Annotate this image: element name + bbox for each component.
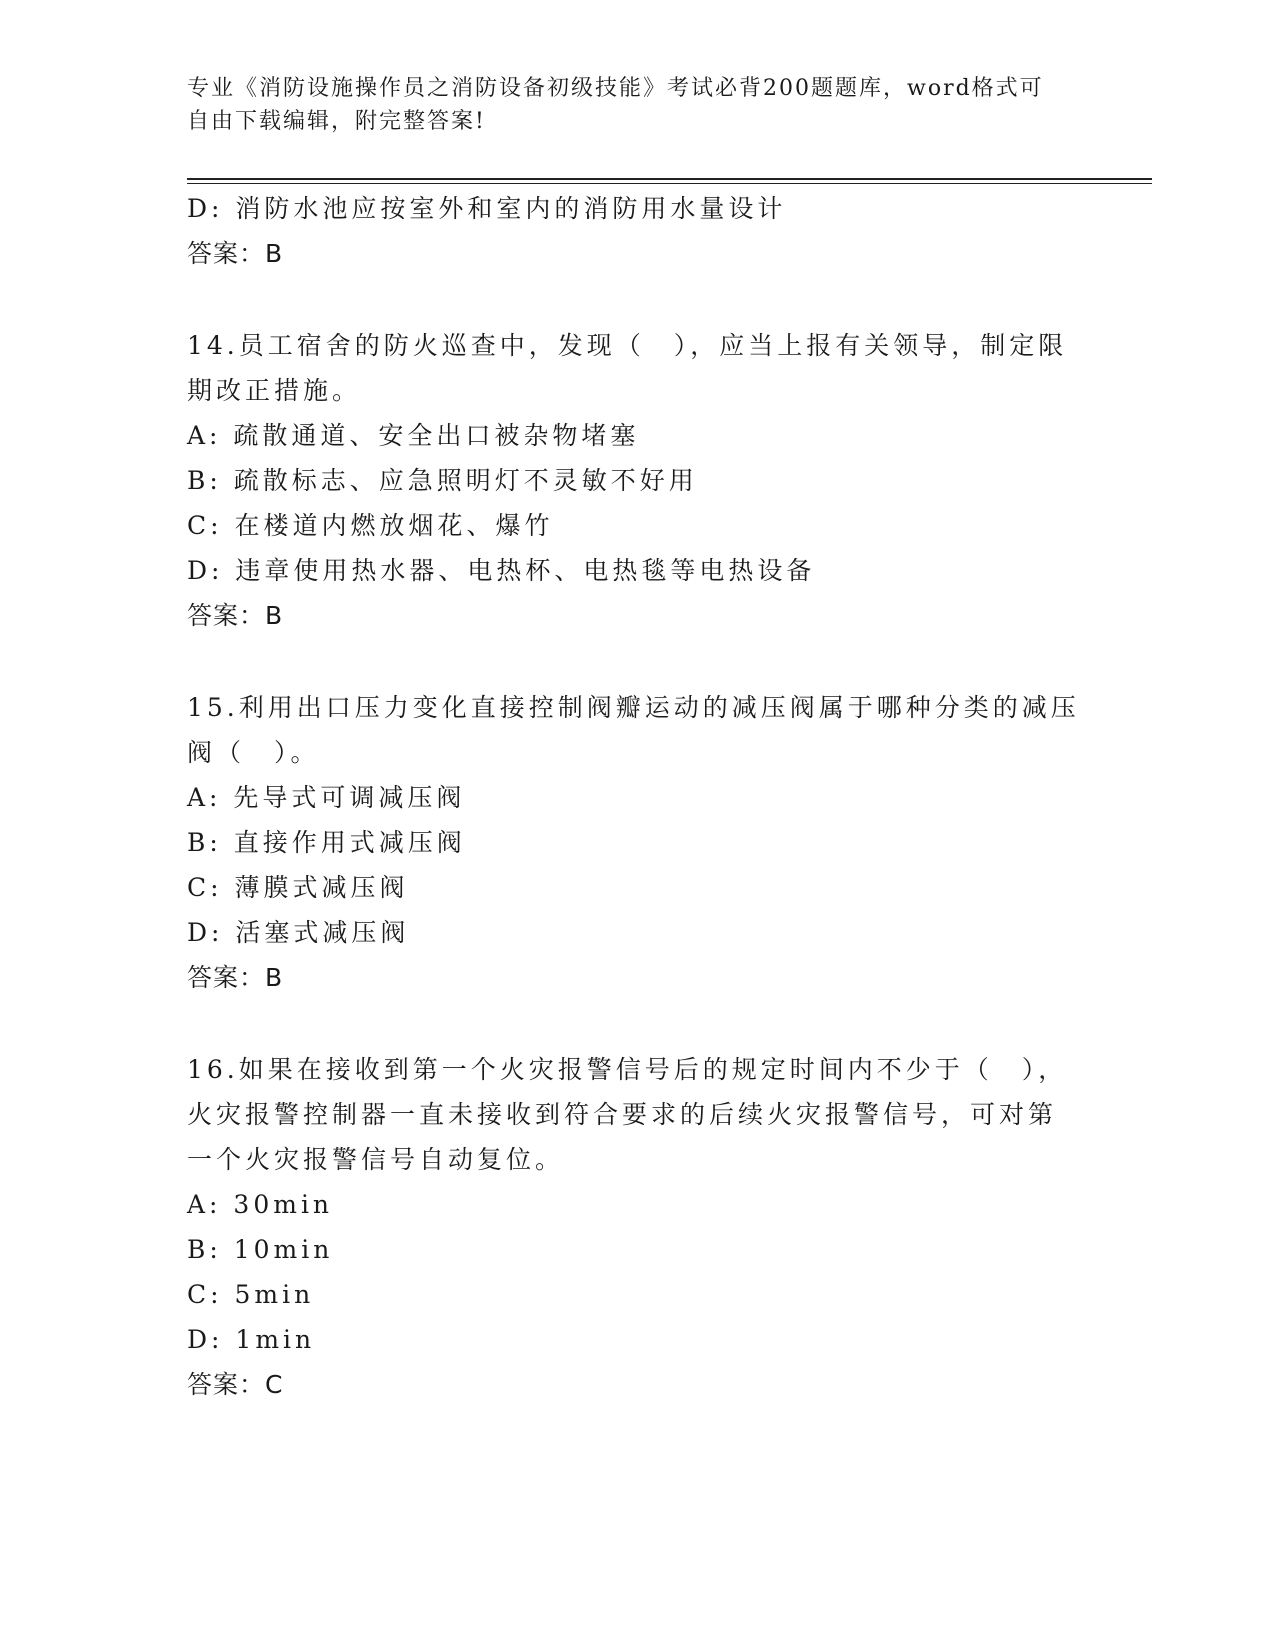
- option-c: C: 薄膜式减压阀: [187, 873, 409, 902]
- question-13-tail: [187, 186, 1087, 276]
- answer-line: 答案：C: [187, 1370, 284, 1399]
- question-stem: 期改正措施。: [187, 376, 362, 405]
- option-c: C: 在楼道内燃放烟花、爆竹: [187, 511, 554, 540]
- option-d: D: 活塞式减压阀: [187, 918, 410, 947]
- header-rule-thick: [187, 178, 1152, 180]
- header-line-2: 自由下载编辑，附完整答案!: [187, 109, 486, 134]
- question-list: [187, 186, 1087, 1407]
- option-d: D: 1min: [187, 1325, 316, 1354]
- document-header: [187, 72, 1087, 138]
- answer-line: 答案：B: [187, 601, 284, 630]
- question-16: [187, 1047, 1087, 1407]
- option-a: A: 30min: [187, 1190, 334, 1219]
- option-b: B: 疏散标志、应急照明灯不灵敏不好用: [187, 466, 698, 495]
- question-stem: 一个火灾报警信号自动复位。: [187, 1145, 565, 1174]
- question-14: [187, 323, 1087, 638]
- header-line-1: 专业《消防设施操作员之消防设备初级技能》考试必背200题题库，word格式可: [187, 76, 1044, 101]
- option-d: D: 违章使用热水器、电热杯、电热毯等电热设备: [187, 556, 816, 585]
- question-stem: 16.如果在接收到第一个火灾报警信号后的规定时间内不少于（ ），: [187, 1055, 1068, 1084]
- question-stem: 15.利用出口压力变化直接控制阀瓣运动的减压阀属于哪种分类的减压: [187, 693, 1080, 722]
- question-15: [187, 685, 1087, 1000]
- option-b: B: 直接作用式减压阀: [187, 828, 466, 857]
- option-a: A: 疏散通道、安全出口被杂物堵塞: [187, 421, 640, 450]
- option-c: C: 5min: [187, 1280, 315, 1309]
- question-stem: 火灾报警控制器一直未接收到符合要求的后续火灾报警信号，可对第: [187, 1100, 1058, 1129]
- option-d: D: 消防水池应按室外和室内的消防用水量设计: [187, 194, 787, 223]
- option-a: A: 先导式可调减压阀: [187, 783, 466, 812]
- header-rule-thin: [187, 183, 1152, 184]
- answer-line: 答案：B: [187, 963, 284, 992]
- option-b: B: 10min: [187, 1235, 334, 1264]
- question-stem: 阀（ ）。: [187, 738, 320, 767]
- question-stem: 14.员工宿舍的防火巡查中，发现（ ），应当上报有关领导，制定限: [187, 331, 1068, 360]
- answer-line: 答案：B: [187, 239, 284, 268]
